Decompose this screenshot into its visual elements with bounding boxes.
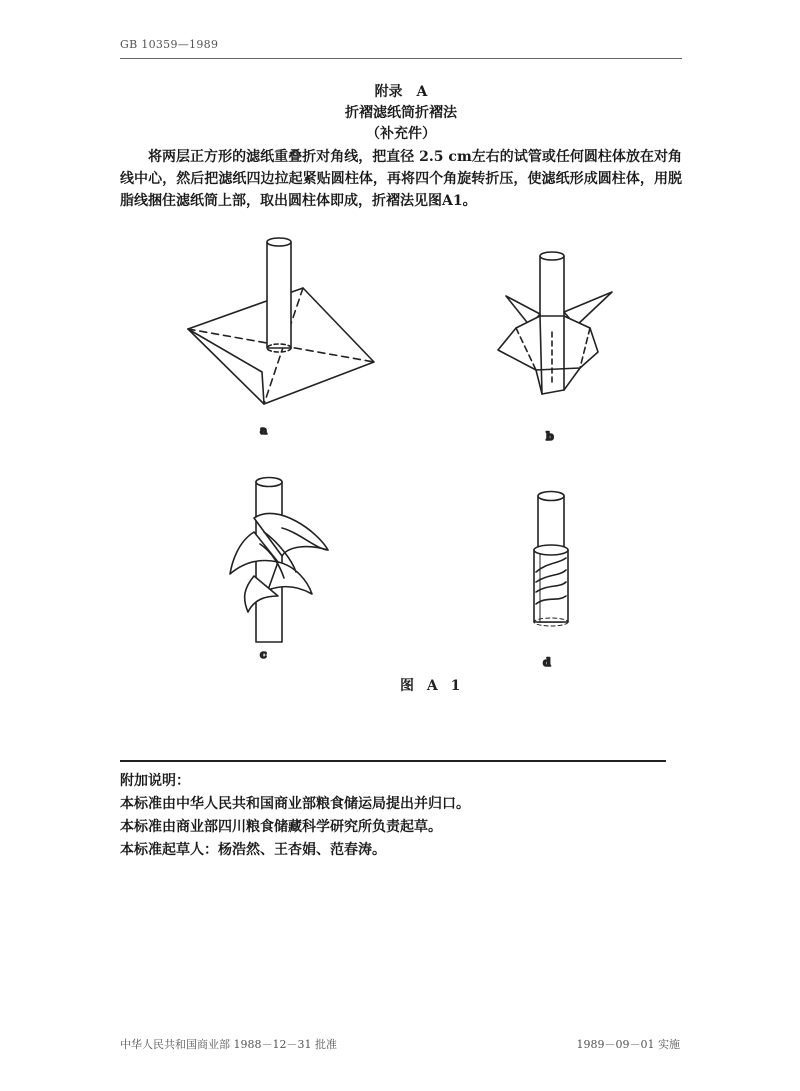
panel-d-label: d bbox=[543, 656, 551, 669]
panel-c-label: c bbox=[260, 648, 267, 661]
notes-rule bbox=[120, 760, 666, 762]
notes-line: 本标准起草人：杨浩然、王杏娟、范春涛。 bbox=[120, 842, 386, 858]
panel-d-drawing bbox=[534, 492, 568, 627]
panel-b-label: b bbox=[546, 430, 554, 443]
notes-line: 本标准由中华人民共和国商业部粮食储运局提出并归口。 bbox=[120, 796, 470, 812]
figure-a1 bbox=[168, 232, 630, 702]
notes-heading: 附加说明： bbox=[120, 773, 190, 789]
panel-c-drawing bbox=[230, 478, 328, 643]
panel-a-label: a bbox=[260, 424, 268, 437]
additional-notes bbox=[120, 770, 682, 862]
panel-a-drawing bbox=[188, 238, 374, 404]
appendix-label: 附录 A bbox=[374, 84, 428, 100]
appendix-title-block bbox=[120, 82, 682, 145]
effective-date: 1989－09－01 实施 bbox=[576, 1038, 680, 1051]
notes-line: 本标准由商业部四川粮食储藏科学研究所负责起草。 bbox=[120, 819, 442, 835]
approval-date: 中华人民共和国商业部 1988－12－31 批准 bbox=[120, 1038, 337, 1051]
body-paragraph: 将两层正方形的滤纸重叠折对角线，把直径 2.5 cm左右的试管或任何圆柱体放在对角线中心，然后把滤纸四边拉起紧贴圆柱体，再将四个角旋转折压，使滤纸形成圆柱体，用脱脂线捆住滤纸筒上部，取出圆柱体即成，折褶法见图A1。 bbox=[120, 149, 682, 209]
panel-b-drawing bbox=[498, 252, 612, 394]
standard-code: GB 10359—1989 bbox=[120, 38, 219, 51]
figure-caption: 图 A 1 bbox=[400, 678, 465, 694]
appendix-subtitle: （补充件） bbox=[366, 126, 436, 142]
header-rule bbox=[120, 58, 682, 59]
appendix-title: 折褶滤纸筒折褶法 bbox=[345, 105, 457, 121]
